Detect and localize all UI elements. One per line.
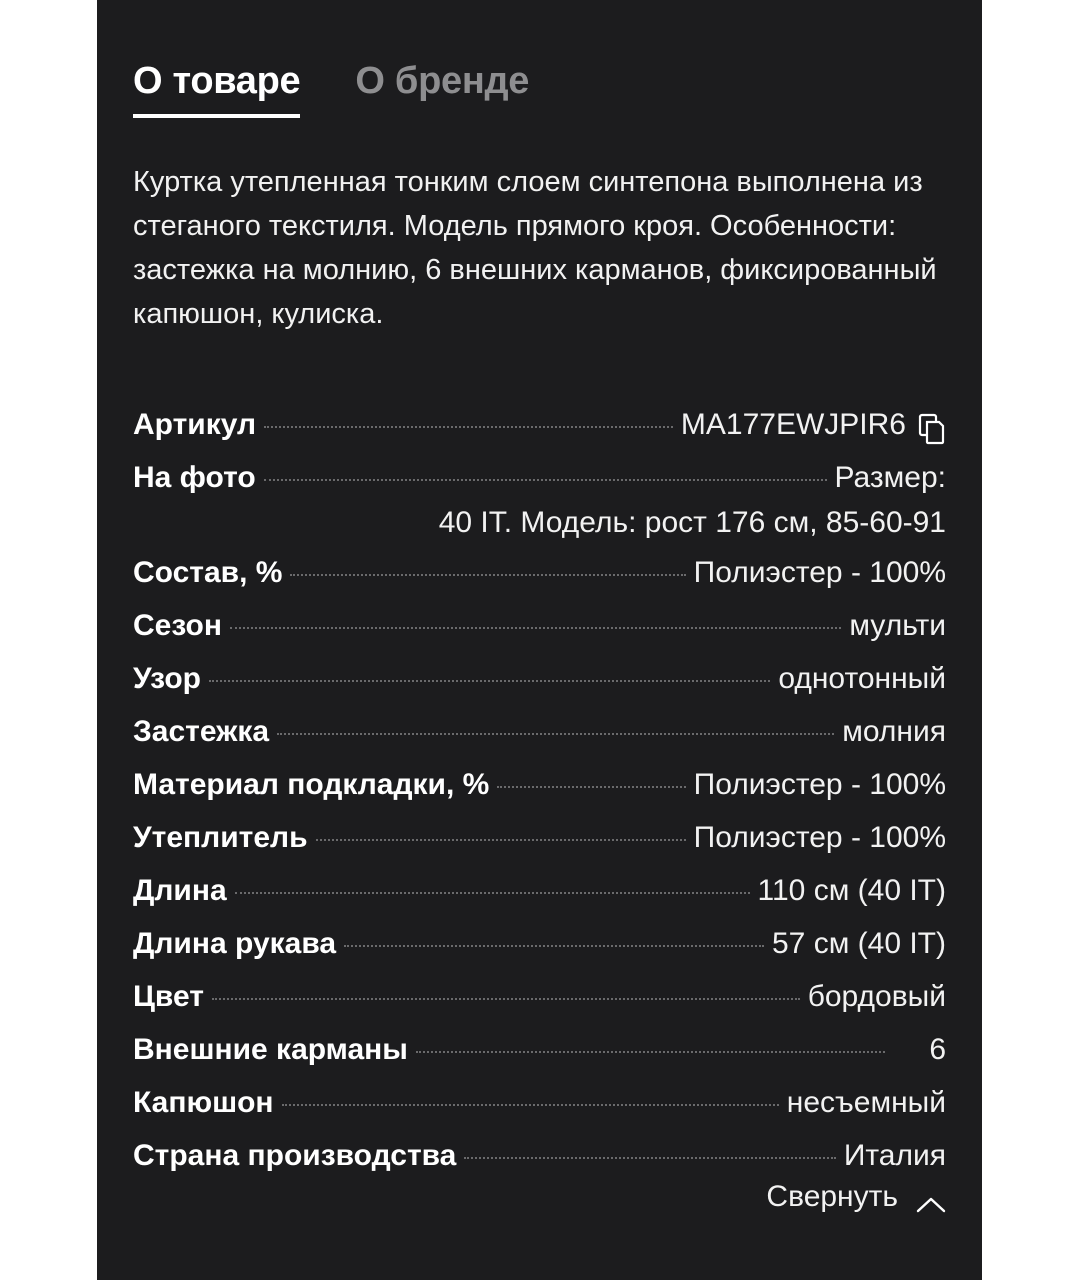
spec-value: 6 bbox=[929, 1033, 946, 1066]
spec-value: 57 см (40 IT) bbox=[771, 927, 946, 960]
spec-row-insulation bbox=[133, 811, 946, 864]
spec-label: На фото bbox=[133, 461, 256, 494]
spec-value: Италия bbox=[843, 1139, 946, 1172]
copy-icon[interactable] bbox=[918, 409, 946, 441]
spec-value-continued: 40 IT. Модель: рост 176 см, 85-60-91 bbox=[438, 506, 946, 539]
spec-value: однотонный bbox=[778, 662, 946, 695]
spec-label: Внешние карманы bbox=[133, 1033, 408, 1066]
spec-label: Длина bbox=[133, 874, 227, 907]
spec-label: Состав, % bbox=[133, 556, 283, 589]
spec-list bbox=[133, 398, 946, 1182]
spec-label: Утеплитель bbox=[133, 821, 308, 854]
spec-label: Материал подкладки, % bbox=[133, 768, 490, 801]
article-value: MA177EWJPIR6 bbox=[680, 408, 906, 441]
spec-row-season bbox=[133, 599, 946, 652]
dotted-leader bbox=[277, 733, 834, 735]
dotted-leader bbox=[497, 786, 685, 788]
dotted-leader bbox=[416, 1051, 885, 1053]
tab-about-product[interactable]: О товаре bbox=[133, 58, 300, 118]
spec-row-lining bbox=[133, 758, 946, 811]
spec-value: Полиэстер - 100% bbox=[693, 556, 946, 589]
product-description: Куртка утепленная тонким слоем синтепона выполнена из стеганого текстиля. Модель прямого кроя. Особенности: застежка на молнию, 6 внешних карманов, фиксированный капюшон, кулиска. bbox=[133, 166, 937, 330]
dotted-leader bbox=[264, 479, 827, 481]
spec-value: Полиэстер - 100% bbox=[693, 821, 946, 854]
chevron-up-icon bbox=[916, 1188, 946, 1206]
spec-row-hood bbox=[133, 1076, 946, 1129]
spec-label: Сезон bbox=[133, 609, 222, 642]
product-info-panel bbox=[97, 0, 982, 1280]
spec-value: 110 см (40 IT) bbox=[757, 874, 946, 907]
dotted-leader bbox=[316, 839, 686, 841]
spec-value: молния bbox=[842, 715, 946, 748]
tabs bbox=[133, 58, 584, 118]
dotted-leader bbox=[212, 998, 800, 1000]
spec-label: Длина рукава bbox=[133, 927, 337, 960]
dotted-leader bbox=[209, 680, 770, 682]
spec-row-country bbox=[133, 1129, 946, 1182]
spec-value: Полиэстер - 100% bbox=[693, 768, 946, 801]
spec-value: Размер: bbox=[834, 461, 946, 494]
dotted-leader bbox=[282, 1104, 779, 1106]
spec-row-length bbox=[133, 864, 946, 917]
spec-label: Артикул bbox=[133, 408, 257, 441]
dotted-leader bbox=[264, 426, 673, 428]
dotted-leader bbox=[235, 892, 750, 894]
spec-label: Страна производства bbox=[133, 1139, 457, 1172]
spec-row-article bbox=[133, 398, 946, 451]
dotted-leader bbox=[290, 574, 685, 576]
spec-label: Капюшон bbox=[133, 1086, 274, 1119]
spec-row-fastener bbox=[133, 705, 946, 758]
dotted-leader bbox=[230, 627, 841, 629]
collapse-label: Свернуть bbox=[766, 1180, 898, 1213]
spec-row-photo bbox=[133, 451, 946, 546]
tab-about-brand[interactable]: О бренде bbox=[355, 60, 530, 102]
dotted-leader bbox=[464, 1157, 835, 1159]
spec-value: несъемный bbox=[786, 1086, 946, 1119]
spec-value: бордовый bbox=[807, 980, 946, 1013]
spec-row-sleeve-length bbox=[133, 917, 946, 970]
spec-label: Застежка bbox=[133, 715, 270, 748]
spec-value: мульти bbox=[849, 609, 946, 642]
spec-row-composition bbox=[133, 546, 946, 599]
spec-label: Узор bbox=[133, 662, 201, 695]
dotted-leader bbox=[344, 945, 764, 947]
spec-row-pattern bbox=[133, 652, 946, 705]
spec-row-pockets bbox=[133, 1023, 946, 1076]
collapse-button[interactable] bbox=[766, 1180, 946, 1214]
spec-label: Цвет bbox=[133, 980, 204, 1013]
spec-row-color bbox=[133, 970, 946, 1023]
